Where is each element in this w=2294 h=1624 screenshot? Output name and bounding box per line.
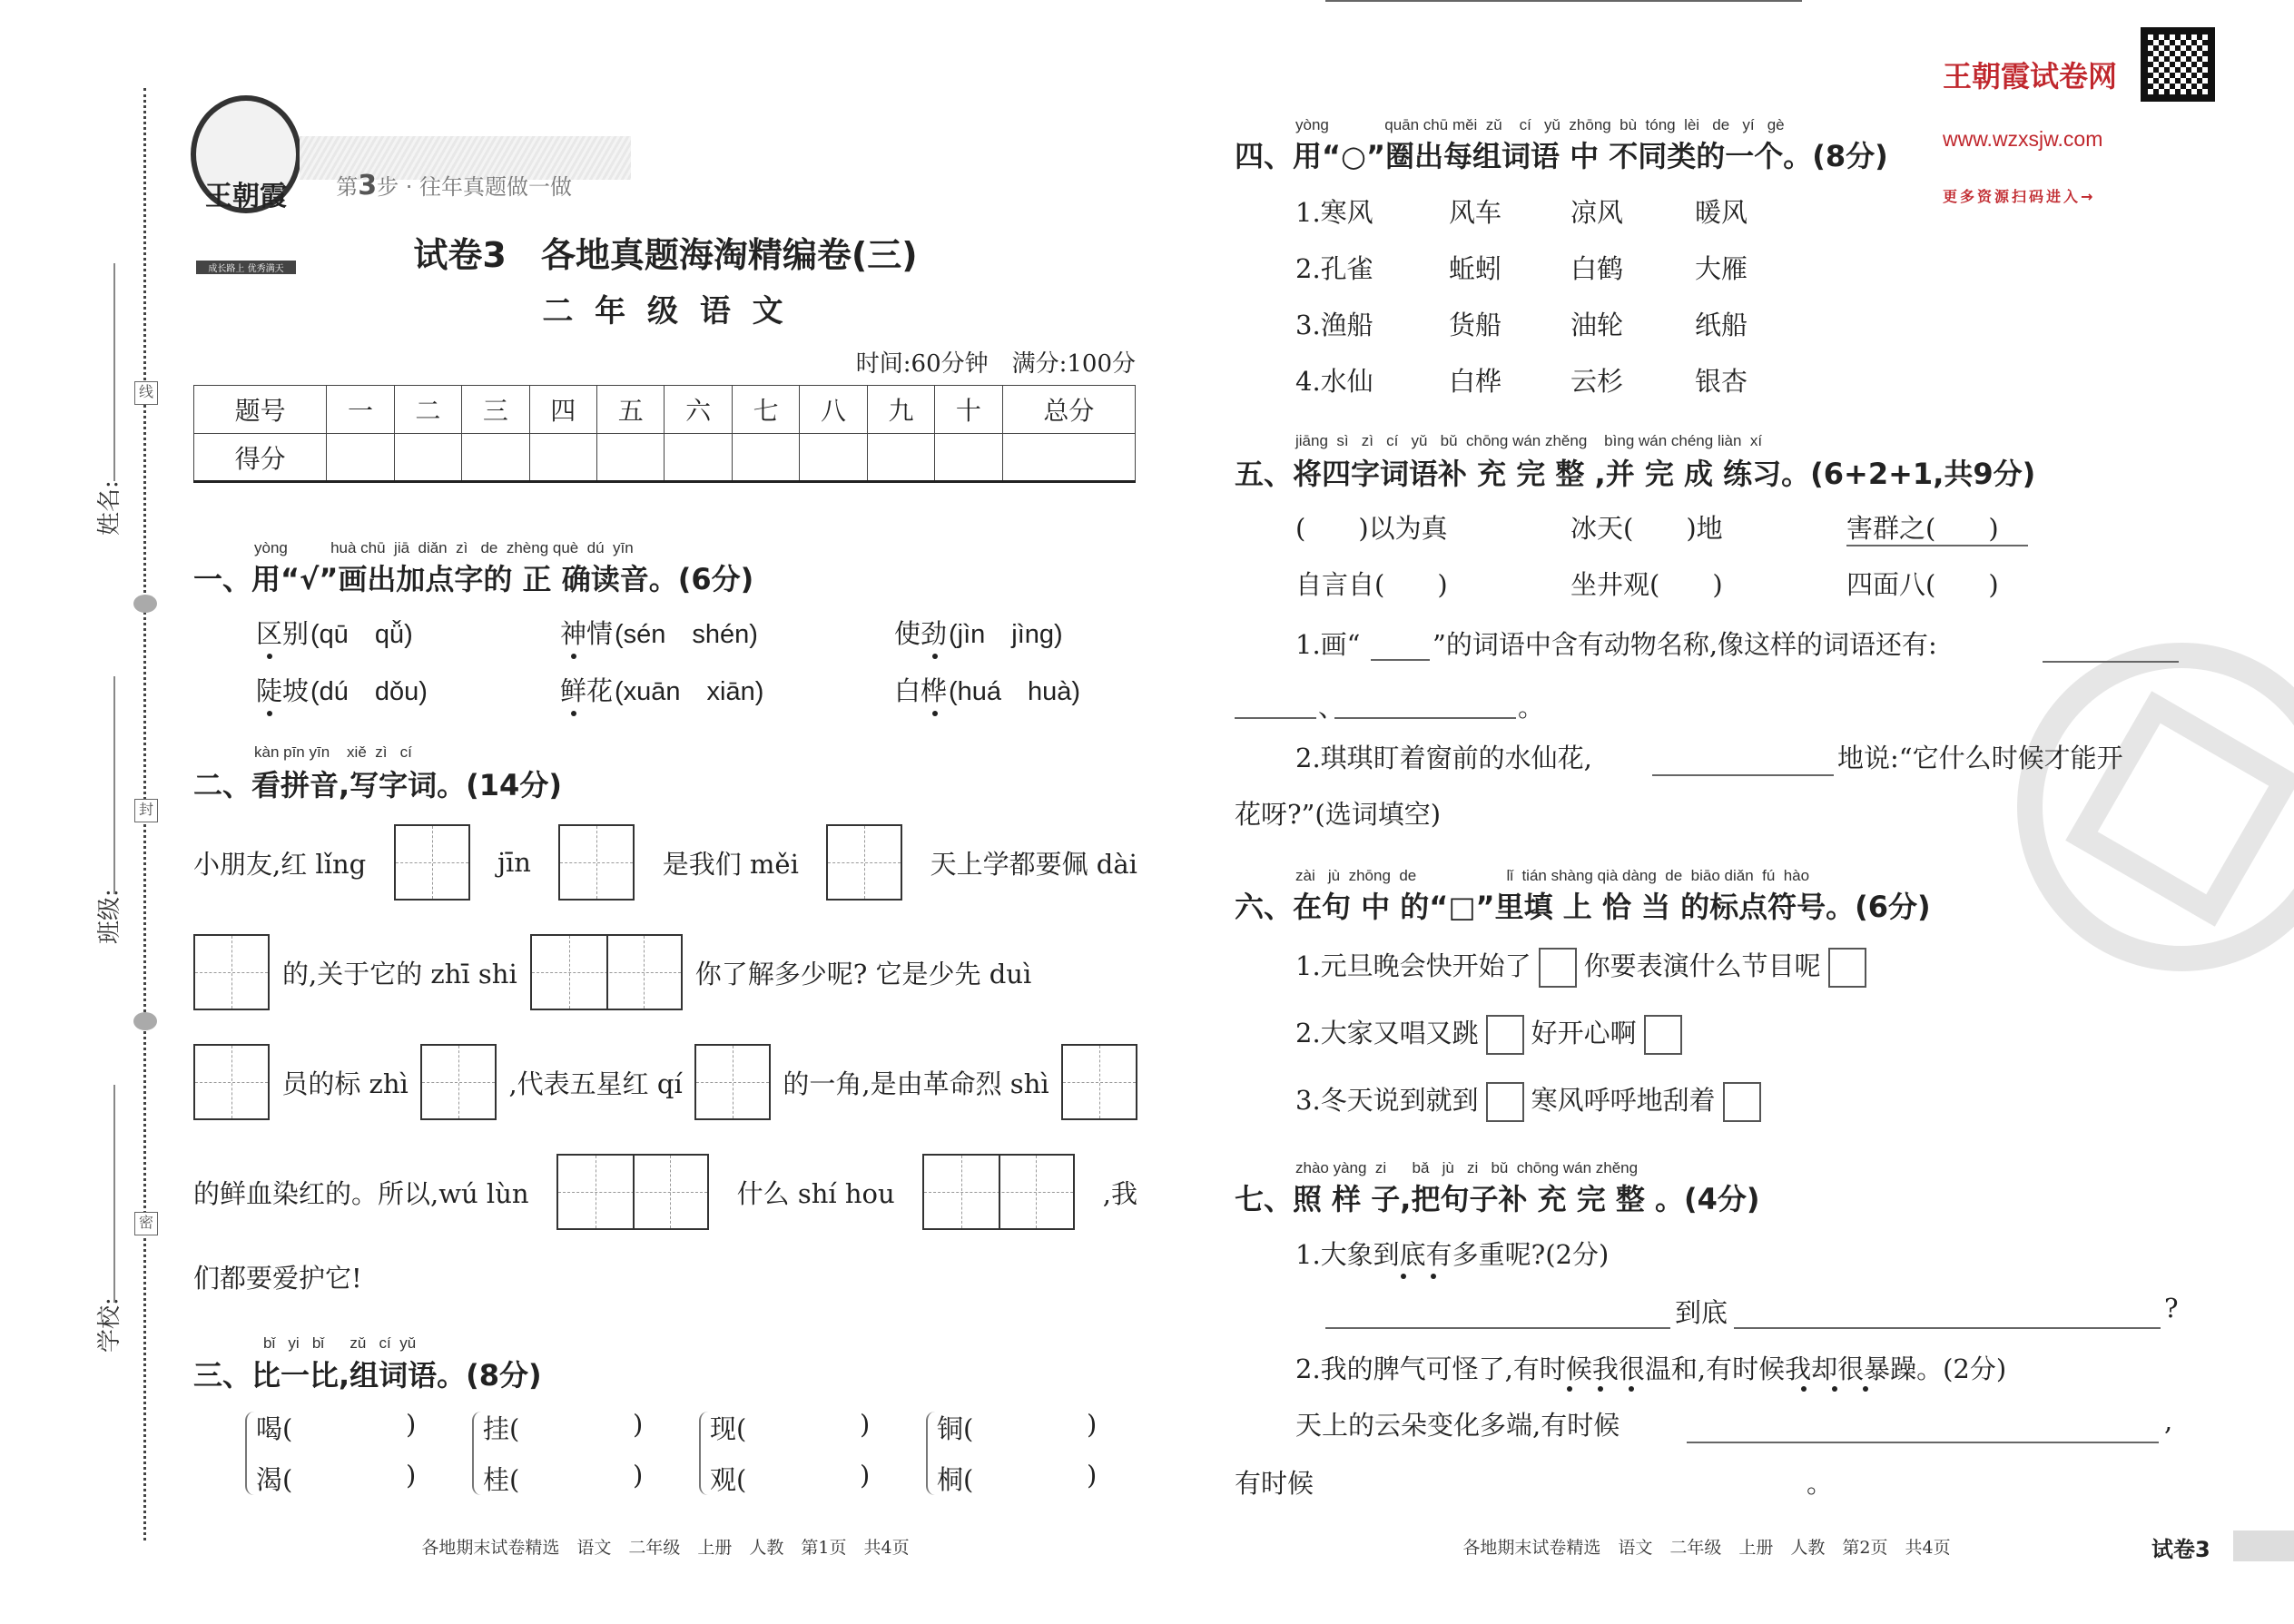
score-header-cell: 九 — [867, 386, 934, 434]
binding-hole-icon — [133, 595, 157, 613]
q3-char: 铜( — [937, 1413, 974, 1444]
q6-heading: 六、在句 中 的“□”里填 上 恰 当 的标点符号。(6分) — [1235, 890, 1931, 924]
q1-options[interactable]: (xuān xiān) — [615, 677, 764, 706]
q6-item — [1295, 1080, 1768, 1122]
q7-s1-end: ? — [2164, 1293, 2179, 1324]
answer-blank[interactable] — [1235, 717, 1316, 719]
brace-icon — [699, 1412, 708, 1495]
q5-sub2-b: 地说:“它什么时候才能开 — [1837, 743, 2123, 773]
q1-word: 区别 — [256, 618, 310, 649]
q3-char: 现( — [710, 1413, 747, 1444]
q4-word[interactable]: 风车 — [1449, 197, 1502, 228]
exam-info: 时间:60分钟 满分:100分 — [855, 350, 1136, 378]
q2-heading: 二、看拼音,写字词。(14分) — [193, 768, 562, 802]
q3-answer-blank[interactable] — [1009, 1460, 1091, 1492]
box-guide — [1036, 1156, 1037, 1228]
school-field[interactable] — [113, 1085, 115, 1303]
q3-answer-blank[interactable] — [783, 1460, 864, 1492]
q3-answer-blank[interactable] — [556, 1409, 637, 1442]
q3-char: 渴( — [256, 1464, 293, 1495]
writing-box[interactable] — [1061, 1044, 1137, 1120]
box-guide — [961, 1156, 962, 1228]
emphasis-dot — [1801, 1386, 1807, 1392]
q3-char: 观( — [710, 1464, 747, 1495]
score-header-row — [194, 386, 1136, 434]
box-divider — [633, 1156, 635, 1228]
class-label: 班级: — [96, 889, 123, 944]
paper-title: 试卷3 各地真题海淘精编卷(三) — [413, 235, 918, 275]
score-cell[interactable] — [462, 434, 529, 482]
fill-in-row — [193, 931, 1137, 1013]
writing-box[interactable] — [193, 1044, 270, 1120]
writing-box[interactable] — [556, 1154, 709, 1230]
emphasis-dot — [571, 654, 576, 659]
brand-logo — [191, 95, 301, 274]
q7-s1-mid: 到底 — [1675, 1297, 1728, 1328]
binding-hole-icon — [133, 1012, 157, 1030]
q1-pinyin: yòng huà chū jiā diǎn zì de zhèng què dú yīn — [254, 539, 634, 556]
score-header-cell: 八 — [800, 386, 867, 434]
q7-heading: 七、照 样 子,把句子补 充 完 整 。(4分) — [1235, 1182, 1760, 1216]
score-header-cell: 六 — [665, 386, 732, 434]
score-cell[interactable] — [597, 434, 665, 482]
q6-text: 好开心啊 — [1531, 1018, 1637, 1048]
score-header-cell: 十 — [935, 386, 1002, 434]
writing-box[interactable] — [558, 824, 635, 901]
answer-blank[interactable] — [1325, 0, 1802, 2]
q5-sub2-a: 2.琪琪盯着窗前的水仙花, — [1295, 743, 1592, 773]
q3-char: 喝( — [256, 1413, 293, 1444]
site-ad[interactable] — [1943, 25, 2117, 223]
q7-s2-a: 天上的云朵变化多端,有时候 — [1295, 1410, 1620, 1441]
emphasis-dot — [1401, 1274, 1406, 1279]
q4-pinyin: yòng quān chū měi zǔ cí yǔ zhōng bù tóng lèi de yí gè — [1295, 116, 1785, 133]
q3-close: ) — [633, 1409, 644, 1440]
q6-text: 你要表演什么节目呢 — [1583, 950, 1821, 981]
emphasis-dot — [1567, 1386, 1572, 1392]
score-header-cell: 一 — [327, 386, 394, 434]
q4-word[interactable]: 蚯蚓 — [1449, 253, 1502, 284]
q5-idiom[interactable]: 自言自( ) — [1295, 569, 1448, 600]
seal-mark-line: 线 — [134, 381, 158, 405]
q3-close: ) — [1087, 1460, 1098, 1491]
q3-char: 挂( — [483, 1413, 520, 1444]
class-field[interactable] — [113, 676, 115, 894]
box-divider — [606, 936, 608, 1009]
site-cta: 更多资源扫码进入→ — [1943, 188, 2096, 205]
row-text: 的一角,是由革命烈 shì — [783, 1068, 1049, 1099]
box-guide — [569, 936, 570, 1009]
writing-box[interactable] — [922, 1154, 1075, 1230]
q5-idiom[interactable]: 害群之( ) — [1846, 513, 1999, 544]
q3-close: ) — [406, 1409, 417, 1440]
box-divider — [999, 1156, 1000, 1228]
writing-box[interactable] — [394, 824, 470, 901]
row-text: 什么 shí hou — [736, 1177, 895, 1209]
punctuation-box[interactable] — [1486, 1082, 1524, 1122]
q3-answer-blank[interactable] — [556, 1460, 637, 1492]
emphasis-dot — [267, 654, 272, 659]
score-row — [194, 434, 1136, 482]
underline-sample — [1371, 659, 1430, 661]
box-guide — [458, 1046, 459, 1118]
q4-word[interactable]: 4.水仙 — [1295, 366, 1373, 397]
score-cell[interactable] — [800, 434, 867, 482]
step-suffix: 步 · 往年真题做一做 — [377, 174, 573, 200]
emphasis-dot — [1863, 1386, 1868, 1392]
q1-word: 神情 — [560, 618, 614, 649]
row-text: ,代表五星红 qí — [508, 1068, 683, 1099]
score-cell[interactable] — [529, 434, 596, 482]
answer-blank[interactable] — [1325, 1327, 1670, 1329]
box-guide — [432, 826, 433, 899]
q4-word[interactable]: 油轮 — [1570, 310, 1624, 340]
q4-word[interactable]: 银杏 — [1695, 366, 1748, 397]
writing-box[interactable] — [694, 1044, 771, 1120]
q4-word[interactable]: 3.渔船 — [1295, 310, 1373, 340]
q4-word[interactable]: 云杉 — [1570, 366, 1624, 397]
q4-word[interactable]: 纸船 — [1695, 310, 1748, 340]
q5-idiom[interactable]: 冰天( )地 — [1570, 513, 1723, 544]
q3-close: ) — [633, 1460, 644, 1491]
answer-blank[interactable] — [1687, 1442, 2159, 1443]
q4-word[interactable]: 白鹤 — [1570, 253, 1624, 284]
emphasis-dot — [571, 711, 576, 716]
q4-word[interactable]: 货船 — [1449, 310, 1502, 340]
page-footer-right: 各地期末试卷精选 语文 二年级 上册 人教 第2页 共4页 — [1462, 1538, 1951, 1558]
q5-sub1-end: 。 — [1518, 692, 1545, 723]
q4-word[interactable]: 暖风 — [1695, 197, 1748, 228]
fill-in-row — [193, 1151, 1137, 1233]
watermark-seal-icon — [2017, 643, 2294, 971]
step-number: 3 — [358, 170, 378, 202]
box-guide — [864, 826, 865, 899]
q5-sub2-c: 花呀?”(选词填空) — [1235, 799, 1442, 830]
fill-in-row — [193, 822, 1137, 903]
emphasis-dot — [932, 711, 938, 716]
row-text: ,我 — [1102, 1177, 1137, 1209]
q7-s2-comma: , — [2164, 1405, 2173, 1436]
qr-code-icon[interactable] — [2141, 27, 2215, 102]
writing-box[interactable] — [420, 1044, 497, 1120]
step-prefix: 第 — [336, 174, 359, 200]
score-header-cell: 四 — [529, 386, 596, 434]
row-text: 员的标 zhì — [281, 1068, 409, 1099]
score-header-cell: 二 — [394, 386, 461, 434]
punctuation-box[interactable] — [1644, 1015, 1682, 1055]
name-field[interactable] — [113, 263, 115, 481]
box-guide — [644, 936, 645, 1009]
q1-options[interactable]: (jìn jìng) — [949, 620, 1063, 649]
q4-word[interactable]: 1.寒风 — [1295, 197, 1373, 228]
score-cell[interactable] — [327, 434, 394, 482]
row-text: jīn — [497, 847, 531, 878]
row-text: 小朋友,红 lǐng — [193, 848, 367, 880]
row-text: 是我们 měi — [662, 848, 799, 880]
q3-char: 桂( — [483, 1464, 520, 1495]
box-guide — [231, 936, 232, 1009]
score-cell[interactable] — [935, 434, 1002, 482]
score-cell[interactable] — [665, 434, 732, 482]
q5-heading: 五、将四字词语补 充 完 整 ,并 完 成 练习。(6+2+1,共9分) — [1235, 457, 2036, 491]
q4-word[interactable]: 大雁 — [1695, 253, 1748, 284]
q2-last-line: 们都要爱护它! — [193, 1263, 362, 1294]
q5-pinyin: jiāng sì zì cí yǔ bǔ chōng wán zhěng bìng wán chéng liàn xí — [1295, 432, 1763, 449]
name-label: 姓名: — [96, 480, 123, 536]
q1-options[interactable]: (sén shén) — [615, 620, 758, 649]
row-text: 的,关于它的 zhī shi — [282, 958, 517, 989]
punctuation-box[interactable] — [1723, 1082, 1761, 1122]
seal-mark-secret: 密 — [134, 1212, 158, 1235]
q7-s2-b: 有时候 — [1235, 1468, 1314, 1499]
row-text: 的鲜血染红的。所以,wú lùn — [193, 1177, 529, 1209]
emphasis-dot — [1629, 1386, 1634, 1392]
q7-sentence-2: 2.我的脾气可怪了,有时候我很温和,有时候我却很暴躁。(2分) — [1295, 1353, 2007, 1384]
score-row-label: 得分 — [194, 434, 327, 482]
school-label: 学校: — [96, 1297, 123, 1353]
emphasis-dot — [932, 654, 938, 659]
q5-sub1-b: ”的词语中含有动物名称,像这样的词语还有: — [1433, 629, 1937, 660]
page-footer-left: 各地期末试卷精选 语文 二年级 上册 人教 第1页 共4页 — [421, 1538, 910, 1558]
punctuation-box[interactable] — [1828, 948, 1866, 988]
underline-marker — [1846, 545, 2028, 546]
q6-text: 寒风呼呼地刮着 — [1531, 1085, 1716, 1116]
answer-blank[interactable] — [1652, 774, 1834, 776]
q6-item — [1295, 946, 1874, 988]
site-url[interactable]: www.wzxsjw.com — [1943, 127, 2103, 151]
seal-mark-seal: 封 — [134, 799, 158, 822]
q3-answer-blank[interactable] — [1009, 1409, 1091, 1442]
writing-box[interactable] — [826, 824, 902, 901]
box-guide — [596, 826, 597, 899]
q1-word: 鲜花 — [560, 675, 614, 706]
q3-close: ) — [860, 1460, 871, 1491]
q3-char: 桐( — [937, 1464, 974, 1495]
box-guide — [1099, 1046, 1100, 1118]
emphasis-dot — [1598, 1386, 1603, 1392]
q6-text: 3.冬天说到就到 — [1295, 1085, 1479, 1116]
q4-heading: 四、用“○”圈出每组词语 中 不同类的一个。(8分) — [1235, 139, 1888, 173]
q3-heading: 三、比一比,组词语。(8分) — [193, 1358, 542, 1393]
row-text: 你了解多少呢? 它是少先 duì — [694, 958, 1032, 989]
q7-s2-end: 。 — [1807, 1468, 1834, 1499]
punctuation-box[interactable] — [1486, 1015, 1524, 1055]
q1-word: 白桦 — [894, 675, 948, 706]
q7-sentence-1: 1.大象到底有多重呢?(2分) — [1295, 1239, 1610, 1270]
site-name: 王朝霞试卷网 — [1943, 59, 2118, 94]
q3-pinyin: bǐ yi bǐ zǔ cí yǔ — [263, 1334, 417, 1352]
q4-word[interactable]: 白桦 — [1449, 366, 1502, 397]
q6-text: 1.元旦晚会快开始了 — [1295, 950, 1531, 981]
q5-idiom[interactable]: ( )以为真 — [1295, 513, 1448, 544]
logo-text: 王朝霞 — [205, 181, 287, 212]
score-cell[interactable] — [732, 434, 799, 482]
score-cell[interactable] — [867, 434, 934, 482]
row-text: 天上学都要佩 dài — [930, 848, 1137, 880]
score-header-cell: 三 — [462, 386, 529, 434]
answer-blank[interactable] — [2043, 661, 2179, 663]
q6-text: 2.大家又唱又跳 — [1295, 1018, 1479, 1048]
emphasis-dot — [267, 711, 272, 716]
corner-tab-label: 试卷3 — [2151, 1537, 2210, 1562]
q3-close: ) — [406, 1460, 417, 1491]
q4-word[interactable]: 2.孔雀 — [1295, 253, 1373, 284]
q1-options[interactable]: (huá huà) — [949, 677, 1081, 706]
brace-icon — [472, 1412, 481, 1495]
logo-slogan: 成长路上 优秀满天 — [196, 261, 296, 274]
q1-options[interactable]: (dú dǒu) — [310, 677, 428, 706]
fill-in-row — [193, 1041, 1137, 1123]
brace-icon — [245, 1412, 254, 1495]
q3-answer-blank[interactable] — [783, 1409, 864, 1442]
box-guide — [231, 1046, 232, 1118]
q5-idiom[interactable]: 坐井观( ) — [1570, 569, 1723, 600]
q2-pinyin: kàn pīn yīn xiě zì cí — [254, 743, 412, 761]
emphasis-dot — [1832, 1386, 1837, 1392]
step-banner — [300, 136, 631, 202]
corner-tab — [2115, 1530, 2294, 1561]
score-header-cell: 题号 — [194, 386, 327, 434]
q1-word: 使劲 — [894, 618, 948, 649]
q1-options[interactable]: (qū qǚ) — [310, 620, 413, 649]
score-cell[interactable] — [1002, 434, 1135, 482]
q1-word: 陡坡 — [256, 675, 310, 706]
score-cell[interactable] — [394, 434, 461, 482]
q4-word[interactable]: 凉风 — [1570, 197, 1624, 228]
score-header-cell: 总分 — [1002, 386, 1135, 434]
q3-close: ) — [860, 1409, 871, 1440]
q3-answer-blank[interactable] — [329, 1460, 410, 1492]
q5-sub1-sep: 、 — [1318, 692, 1345, 723]
q6-pinyin: zài jù zhōng de lǐ tián shàng qià dàng de biāo diǎn fú hào — [1295, 867, 1810, 884]
writing-box[interactable] — [530, 934, 683, 1010]
punctuation-box[interactable] — [1539, 948, 1577, 988]
brace-icon — [926, 1412, 935, 1495]
paper-subtitle: 二 年 级 语 文 — [542, 293, 789, 330]
q6-item — [1295, 1013, 1689, 1055]
answer-blank[interactable] — [1334, 717, 1516, 719]
q1-heading: 一、用“√”画出加点字的 正 确读音。(6分) — [193, 562, 754, 596]
q7-pinyin: zhào yàng zi bǎ jù zi bǔ chōng wán zhěng — [1295, 1159, 1639, 1176]
score-header-cell: 七 — [732, 386, 799, 434]
q3-close: ) — [1087, 1409, 1098, 1440]
writing-box[interactable] — [193, 934, 270, 1010]
emphasis-dot — [1431, 1274, 1436, 1279]
score-header-cell: 五 — [597, 386, 665, 434]
q3-answer-blank[interactable] — [329, 1409, 410, 1442]
q5-sub1-a: 1.画“ — [1295, 629, 1361, 660]
q5-idiom[interactable]: 四面八( ) — [1846, 569, 1999, 600]
answer-blank[interactable] — [1734, 1327, 2161, 1329]
box-guide — [670, 1156, 671, 1228]
score-table — [193, 385, 1136, 483]
